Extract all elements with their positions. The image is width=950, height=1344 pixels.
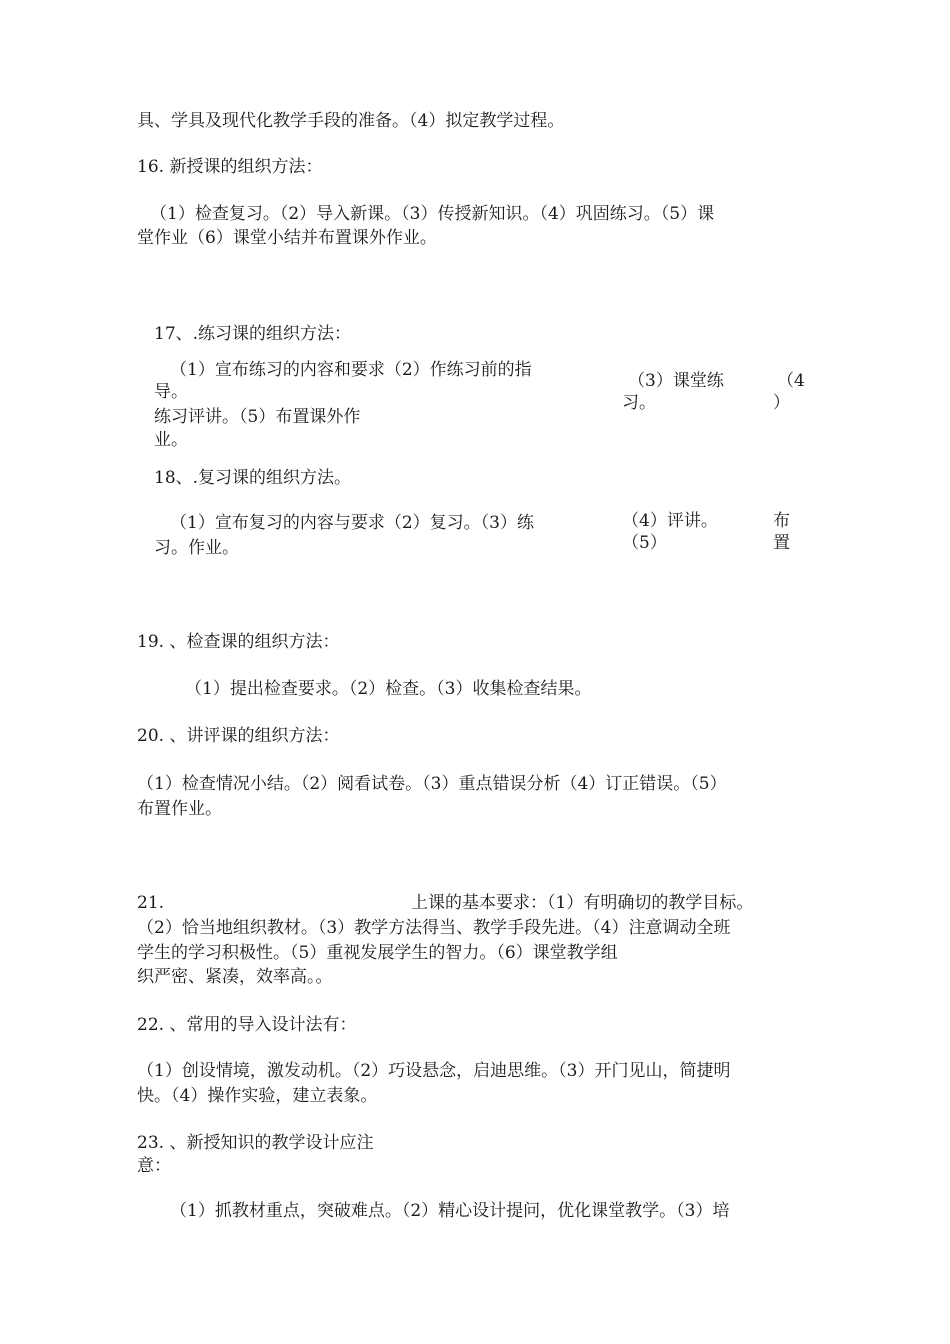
- section-21-line-4: 织严密、紧凑，效率高。。: [137, 967, 333, 987]
- section-17-mid-1: （3）课堂练: [628, 371, 724, 391]
- section-17-right-1: （4: [777, 371, 805, 391]
- paragraph-intro: 具、学具及现代化教学手段的准备。（4）拟定教学过程。: [137, 111, 565, 131]
- section-21-number: 21.: [137, 893, 165, 913]
- section-18-mid-2: （5）: [622, 533, 667, 553]
- section-20-line-2: 布置作业。: [137, 799, 222, 819]
- section-18-right-1: 布: [773, 511, 790, 531]
- section-19-line-1: （1）提出检查要求。（2）检查。（3）收集检查结果。: [185, 679, 592, 699]
- section-18-right-2: 置: [773, 533, 790, 553]
- section-17-right-2: ）: [773, 393, 790, 413]
- section-16-heading: 16. 新授课的组织方法：: [137, 157, 323, 177]
- section-21-line-2: （2）恰当地组织教材。（3）教学方法得当、教学手段先进。（4）注意调动全班: [137, 918, 731, 938]
- section-16-line-1: （1）检查复习。（2）导入新课。（3）传授新知识。（4）巩固练习。（5）课: [150, 204, 715, 224]
- section-20-line-1: （1）检查情况小结。（2）阅看试卷。（3）重点错误分析（4）订正错误。（5）: [137, 774, 727, 794]
- section-19-heading: 19. 、检查课的组织方法：: [137, 632, 340, 652]
- section-17-mid-2: 习。: [622, 393, 656, 413]
- section-18-heading: 18、.复习课的组织方法。: [154, 468, 352, 488]
- section-22-heading: 22. 、常用的导入设计法有：: [137, 1015, 357, 1035]
- section-16-line-2: 堂作业（6）课堂小结并布置课外作业。: [137, 228, 437, 248]
- section-17-left-2: 导。: [154, 382, 188, 402]
- section-23-line-1: （1）抓教材重点，突破难点。（2）精心设计提问，优化课堂教学。（3）培: [170, 1201, 730, 1221]
- section-17-left-1: （1）宣布练习的内容和要求（2）作练习前的指: [170, 360, 532, 380]
- section-21-line-1: 上课的基本要求：（1）有明确切的教学目标。: [411, 893, 754, 913]
- section-22-line-2: 快。（4）操作实验，建立表象。: [137, 1086, 378, 1106]
- section-17-heading: 17、.练习课的组织方法：: [154, 324, 352, 344]
- section-17-left-4: 业。: [154, 430, 188, 450]
- section-17-left-3: 练习评讲。（5）布置课外作: [154, 407, 361, 427]
- section-18-mid-1: （4）评讲。: [622, 511, 718, 531]
- section-23-heading-1: 23. 、新授知识的教学设计应注: [137, 1133, 374, 1153]
- section-20-heading: 20. 、讲评课的组织方法：: [137, 726, 340, 746]
- section-18-left-1: （1）宣布复习的内容与要求（2）复习。（3）练: [170, 513, 534, 533]
- section-23-heading-2: 意：: [137, 1156, 171, 1176]
- section-21-line-3: 学生的学习积极性。（5）重视发展学生的智力。（6）课堂教学组: [137, 943, 618, 963]
- section-22-line-1: （1）创设情境，激发动机。（2）巧设悬念，启迪思维。（3）开门见山，简捷明: [137, 1061, 731, 1081]
- section-18-left-2: 习。作业。: [154, 538, 239, 558]
